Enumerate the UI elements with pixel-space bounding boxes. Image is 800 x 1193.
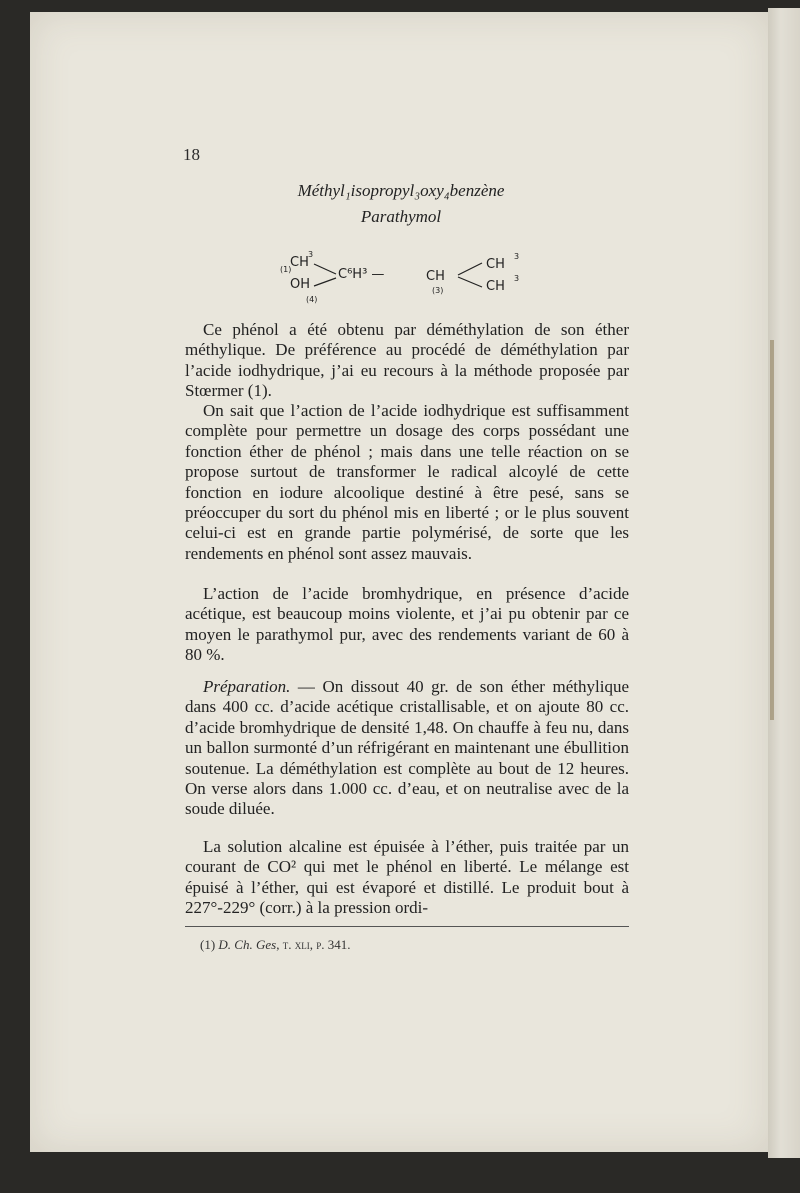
paragraph-demethylation: Ce phénol a été obtenu par déméthylation de son éther méthylique. De préférence au procédé de déméthylation par l’acide iodhydrique, j’ai eu recours à la méthode proposée par Stœrmer (1). <box>185 320 629 401</box>
formula-pos4: (4) <box>306 295 318 304</box>
formula-ch3-left: CH <box>290 255 309 270</box>
formula-c6h3: C⁶H³ — <box>338 267 385 282</box>
paragraph-bromhydric: L’action de l’acide bromhydrique, en présence d’acide acétique, est beaucoup moins violente, et j’ai pu obtenir par ce moyen le parathymol pur, avec des rendements variant de 60 à 80 %. <box>185 584 629 665</box>
formula-sup-3b: 3 <box>514 252 520 261</box>
footnote <box>200 937 630 953</box>
paragraph-alkaline-solution: La solution alcaline est épuisée à l’éther, puis traitée par un courant de CO² qui met le phénol en liberté. Le mélange est épuisé à l’éther, qui est évaporé et distillé. Le produit bout à 227°-229° (corr.) à la pression ordi- <box>185 837 629 918</box>
footnote-marker: (1) <box>200 937 216 952</box>
compound-title: Méthyl₁isopropyl₃oxy₄benzène <box>297 181 505 200</box>
structural-formula <box>280 250 550 310</box>
formula-ch3-top: CH <box>486 257 505 272</box>
formula-ch: CH <box>426 269 445 284</box>
bond-upper-left <box>314 264 336 274</box>
formula-ch3-bottom: CH <box>486 279 505 294</box>
paragraph-preparation <box>185 677 629 820</box>
footnote-reference: , t. xli, p. 341. <box>276 937 351 952</box>
formula-oh: OH <box>290 277 311 292</box>
footnote-source: D. Ch. Ges <box>218 937 277 952</box>
formula-sup-3c: 3 <box>514 274 520 283</box>
paragraph-iodhydric: On sait que l’action de l’acide iodhydrique est suffisamment complète pour permettre un dosage des corps possédant une fonction éther de phénol ; mais dans une telle réaction on se propose surtout de transformer le radical alcoylé de cette fonction en iodure alcoolique destiné à être pesé, sans se préoccuper du sort du phénol mis en liberté ; or le plus souvent celui-ci est en grande partie polymérisé, de sorte que les rendements en phénol sont assez mauvais. <box>185 401 629 563</box>
edge-stain <box>770 340 774 720</box>
formula-sup-3a: 3 <box>308 250 314 259</box>
formula-pos1: (1) <box>280 265 292 274</box>
preparation-heading: Préparation. <box>203 677 291 696</box>
compound-subtitle: Parathymol <box>360 207 442 226</box>
bond-lower-right <box>458 277 482 287</box>
bond-upper-right <box>458 263 482 275</box>
formula-pos3: (3) <box>432 286 444 295</box>
preparation-text: — On dissout 40 gr. de son éther méthylique dans 400 cc. d’acide acétique cristallisable, et on ajoute 80 cc. d’acide bromhydrique de densité 1,48. On chauffe à feu nu, dans un ballon surmonté d’un réfrigérant en maintenant une ébullition soutenue. La déméthylation est complète au bout de 12 heures. On verse alors dans 1.000 cc. d’eau, et on neutralise avec de la soude diluée. <box>185 677 629 819</box>
footnote-divider <box>185 926 629 927</box>
bond-lower-left <box>314 278 336 286</box>
page-number: 18 <box>183 145 200 164</box>
